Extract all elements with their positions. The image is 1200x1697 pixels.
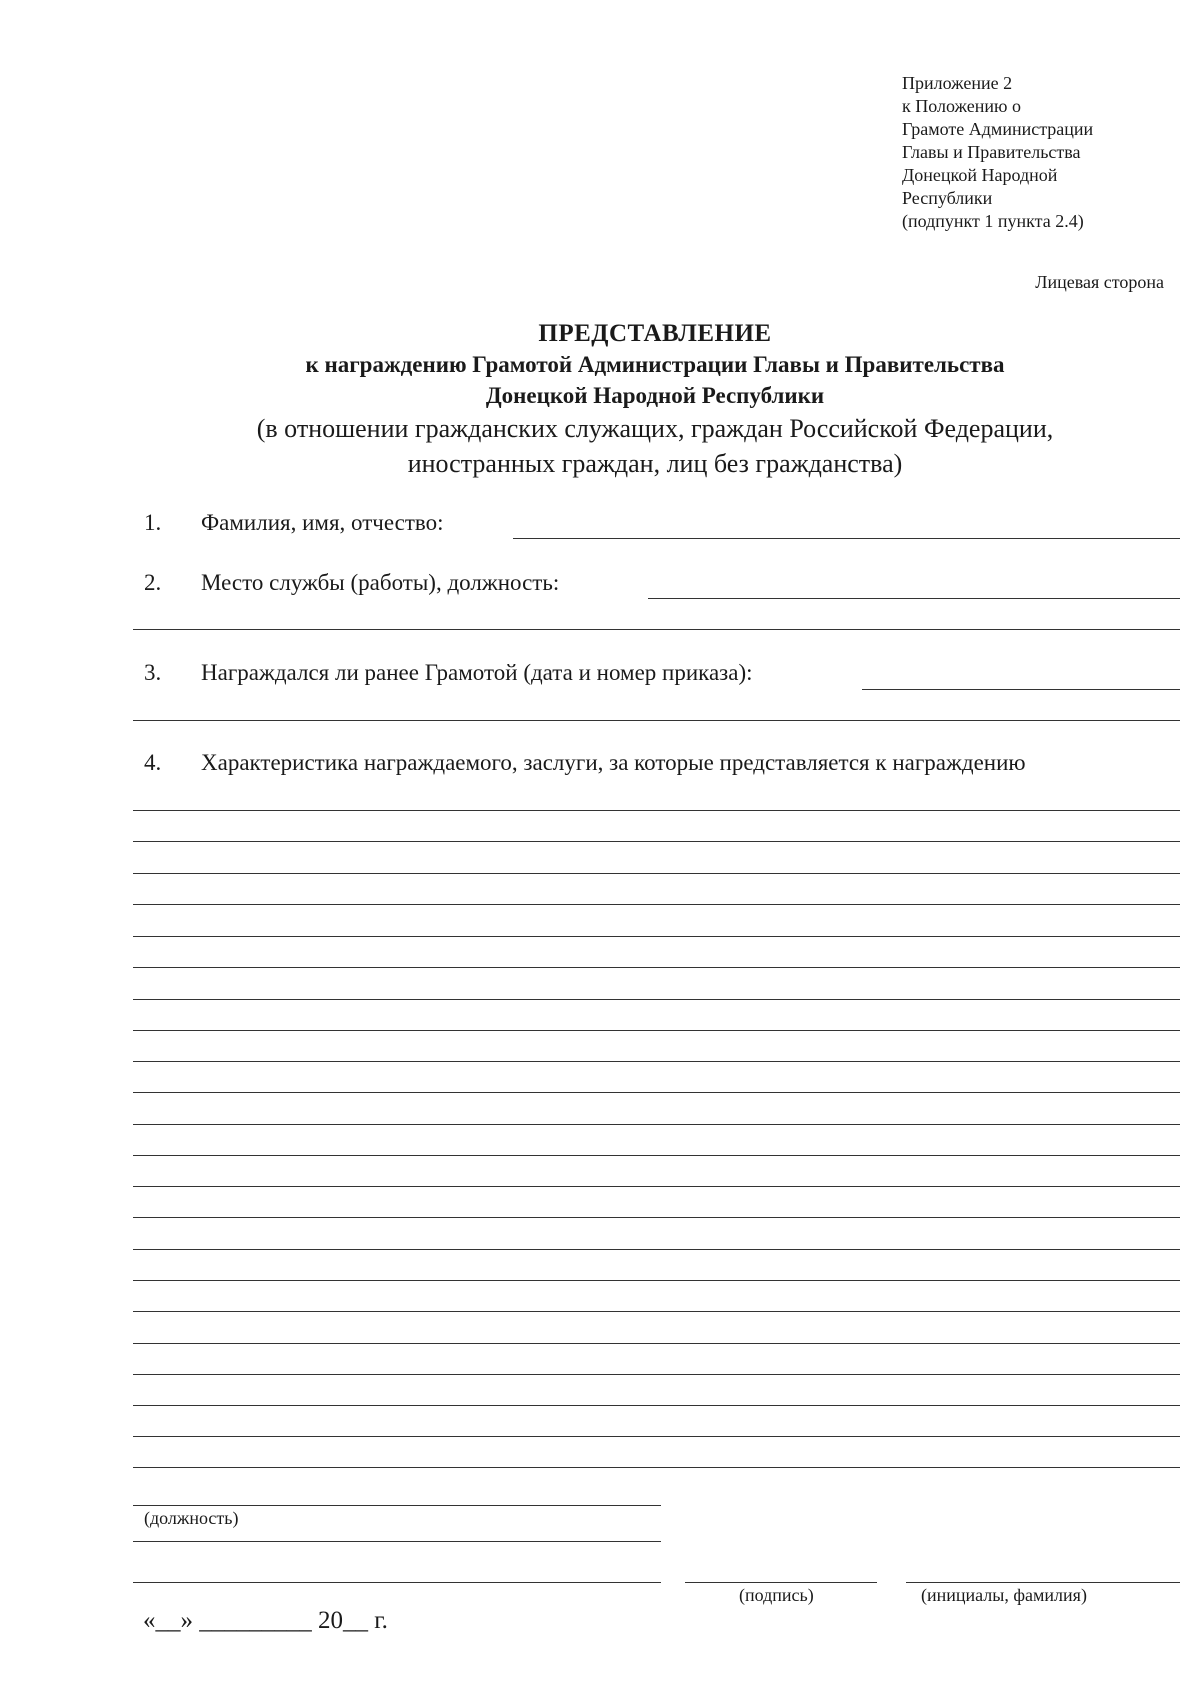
workplace-field-continuation[interactable] [133,629,1180,630]
side-note: Лицевая сторона [1035,272,1164,292]
appendix-line: к Положению о [902,96,1021,116]
title-subline: (в отношении гражданских служащих, граждан Российской Федерации, [256,414,1054,443]
characteristics-line[interactable] [133,810,1180,811]
characteristics-line[interactable] [133,841,1180,842]
previous-award-field-continuation[interactable] [133,720,1180,721]
characteristics-line[interactable] [133,1467,1180,1468]
characteristics-line[interactable] [133,1124,1180,1125]
characteristics-line[interactable] [133,1155,1180,1156]
item-number: 1. [144,510,162,535]
title-line: к награждению Грамотой Администрации Главы и Правительства [305,352,1005,377]
characteristics-line[interactable] [133,1061,1180,1062]
name-caption: (инициалы, фамилия) [921,1585,1087,1605]
appendix-line: Грамоте Администрации [902,119,1094,139]
date-month-field[interactable]: _________ [199,1607,312,1634]
position-field[interactable] [133,1505,661,1506]
appendix-line: Республики [902,188,993,208]
item-label-previous-award: Награждался ли ранее Грамотой (дата и номер приказа): [201,660,753,685]
characteristics-line[interactable] [133,1311,1180,1312]
date-close-quote: » [180,1607,193,1634]
position-field-continuation[interactable] [133,1582,661,1583]
item-label-characteristics: Характеристика награждаемого, заслуги, за которые представляется к награждению [201,750,1026,775]
title-subline: иностранных граждан, лиц без гражданства) [407,449,903,478]
item-number: 3. [144,660,162,685]
characteristics-line[interactable] [133,1405,1180,1406]
date-day-field[interactable]: __ [155,1607,181,1634]
characteristics-line[interactable] [133,967,1180,968]
characteristics-line[interactable] [133,1186,1180,1187]
characteristics-line[interactable] [133,1436,1180,1437]
appendix-line: (подпункт 1 пункта 2.4) [902,211,1084,231]
characteristics-line[interactable] [133,1249,1180,1250]
item-label-workplace: Место службы (работы), должность: [201,570,560,595]
date-year-field[interactable]: __ [343,1607,368,1634]
characteristics-line[interactable] [133,1280,1180,1281]
item-number: 4. [144,750,162,775]
appendix-reference [902,72,1093,233]
characteristics-line[interactable] [133,873,1180,874]
appendix-line: Главы и Правительства [902,142,1081,162]
characteristics-line[interactable] [133,1343,1180,1344]
appendix-line: Приложение 2 [902,73,1013,93]
workplace-field[interactable] [648,598,1180,599]
item-label-full-name: Фамилия, имя, отчество: [201,510,444,535]
item-number: 2. [144,570,162,595]
position-field-continuation[interactable] [133,1541,661,1542]
appendix-line: Донецкой Народной [902,165,1058,185]
characteristics-line[interactable] [133,1092,1180,1093]
date-row [143,1607,388,1635]
date-year-suffix: г. [374,1607,388,1634]
characteristics-line[interactable] [133,904,1180,905]
characteristics-line[interactable] [133,1374,1180,1375]
signature-caption: (подпись) [739,1585,814,1605]
date-year-prefix: 20 [318,1607,343,1634]
characteristics-line[interactable] [133,936,1180,937]
position-caption: (должность) [144,1508,239,1528]
date-open-quote: « [143,1607,156,1634]
signature-field[interactable] [685,1582,877,1583]
initials-surname-field[interactable] [906,1582,1180,1583]
characteristics-line[interactable] [133,999,1180,1000]
title-heading: ПРЕДСТАВЛЕНИЕ [538,320,772,347]
previous-award-field[interactable] [862,689,1180,690]
characteristics-line[interactable] [133,1217,1180,1218]
full-name-field[interactable] [513,538,1180,539]
title-line: Донецкой Народной Республики [485,383,825,408]
characteristics-line[interactable] [133,1030,1180,1031]
document-title [0,318,1200,481]
